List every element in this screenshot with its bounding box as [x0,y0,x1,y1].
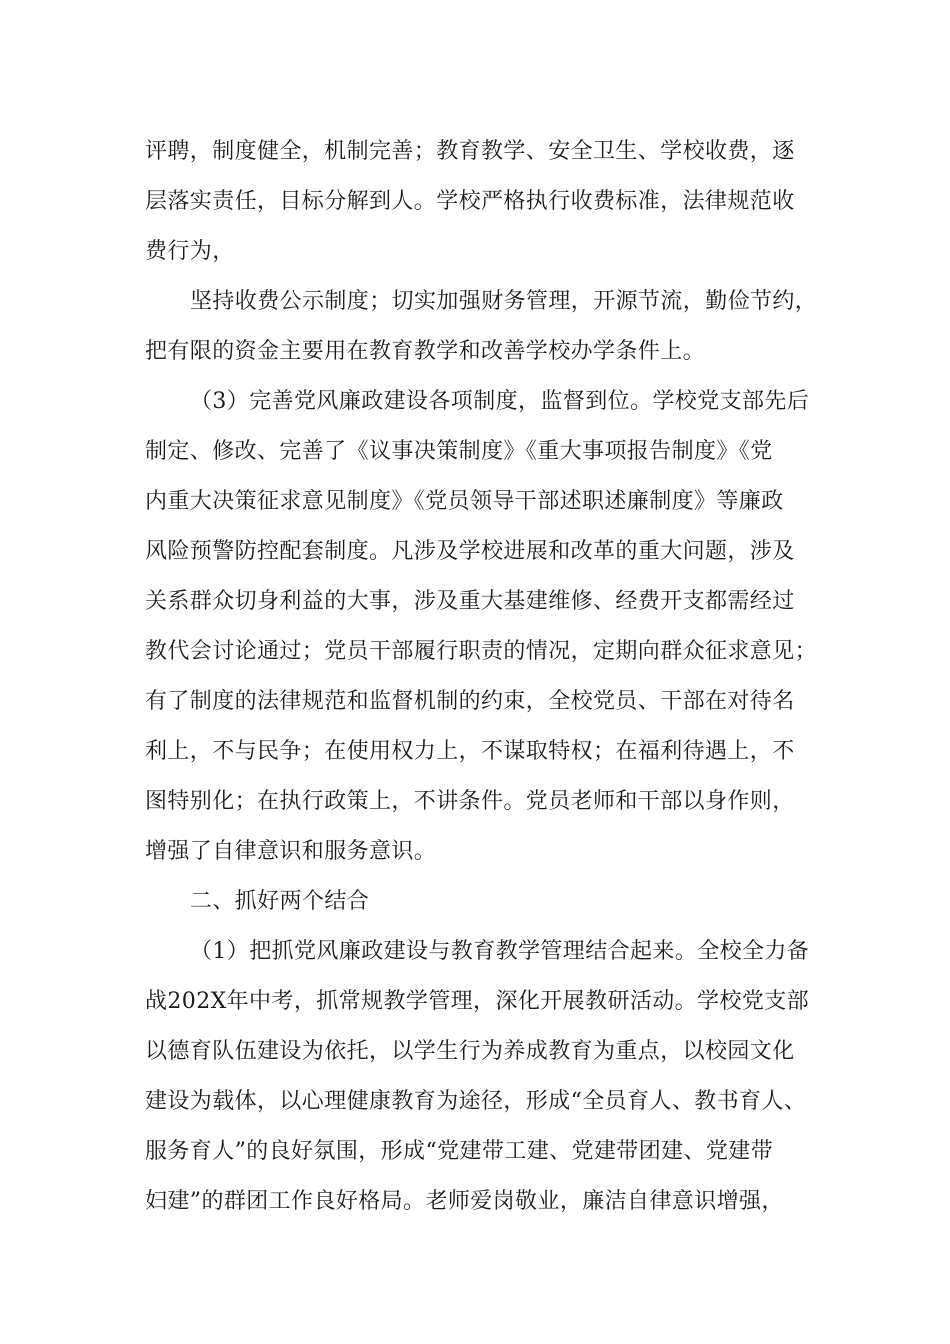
text-line: 坚持收费公示制度；切实加强财务管理，开源节流，勤俭节约， [190,289,818,314]
text-line: （3）完善党风廉政建设各项制度，监督到位。学校党支部先后 [190,389,810,414]
text-line: 服务育人”的良好氛围，形成“党建带工建、党建带团建、党建带 [145,1139,774,1164]
text-line: 关系群众切身利益的大事，涉及重大基建维修、经费开支都需经过 [145,589,795,614]
text-line: 制定、修改、完善了《议事决策制度》《重大事项报告制度》《党 [145,439,773,464]
text-line: 建设为载体，以心理健康教育为途径，形成“全员育人、教书育人、 [145,1089,807,1114]
text-line: 以德育队伍建设为依托，以学生行为养成教育为重点，以校园文化 [145,1039,795,1064]
text-line: 妇建”的群团工作良好格局。老师爱岗敬业，廉洁自律意识增强， [145,1189,784,1214]
text-line: （1）把抓党风廉政建设与教育教学管理结合起来。全校全力备 [190,939,810,964]
text-line: 教代会讨论通过；党员干部履行职责的情况，定期向群众征求意见； [145,639,818,664]
text-line: 把有限的资金主要用在教育教学和改善学校办学条件上。 [145,339,706,364]
text-line: 层落实责任，目标分解到人。学校严格执行收费标准，法律规范收 [145,189,795,214]
section-heading: 二、抓好两个结合 [190,889,370,914]
text-line: 费行为， [145,239,235,264]
text-line: 内重大决策征求意见制度》《党员领导干部述职述廉制度》等廉政 [145,489,784,514]
text-line: 利上，不与民争；在使用权力上，不谋取特权；在福利待遇上，不 [145,739,795,764]
text-line: 评聘，制度健全，机制完善；教育教学、安全卫生、学校收费，逐 [145,139,795,164]
text-line: 增强了自律意识和服务意识。 [145,839,437,864]
text-line: 风险预警防控配套制度。凡涉及学校进展和改革的重大问题，涉及 [145,539,795,564]
text-line: 有了制度的法律规范和监督机制的约束，全校党员、干部在对待名 [145,689,795,714]
text-line: 战202X年中考，抓常规教学管理，深化开展教研活动。学校党支部 [145,989,810,1014]
text-line: 图特别化；在执行政策上，不讲条件。党员老师和干部以身作则， [145,789,795,814]
